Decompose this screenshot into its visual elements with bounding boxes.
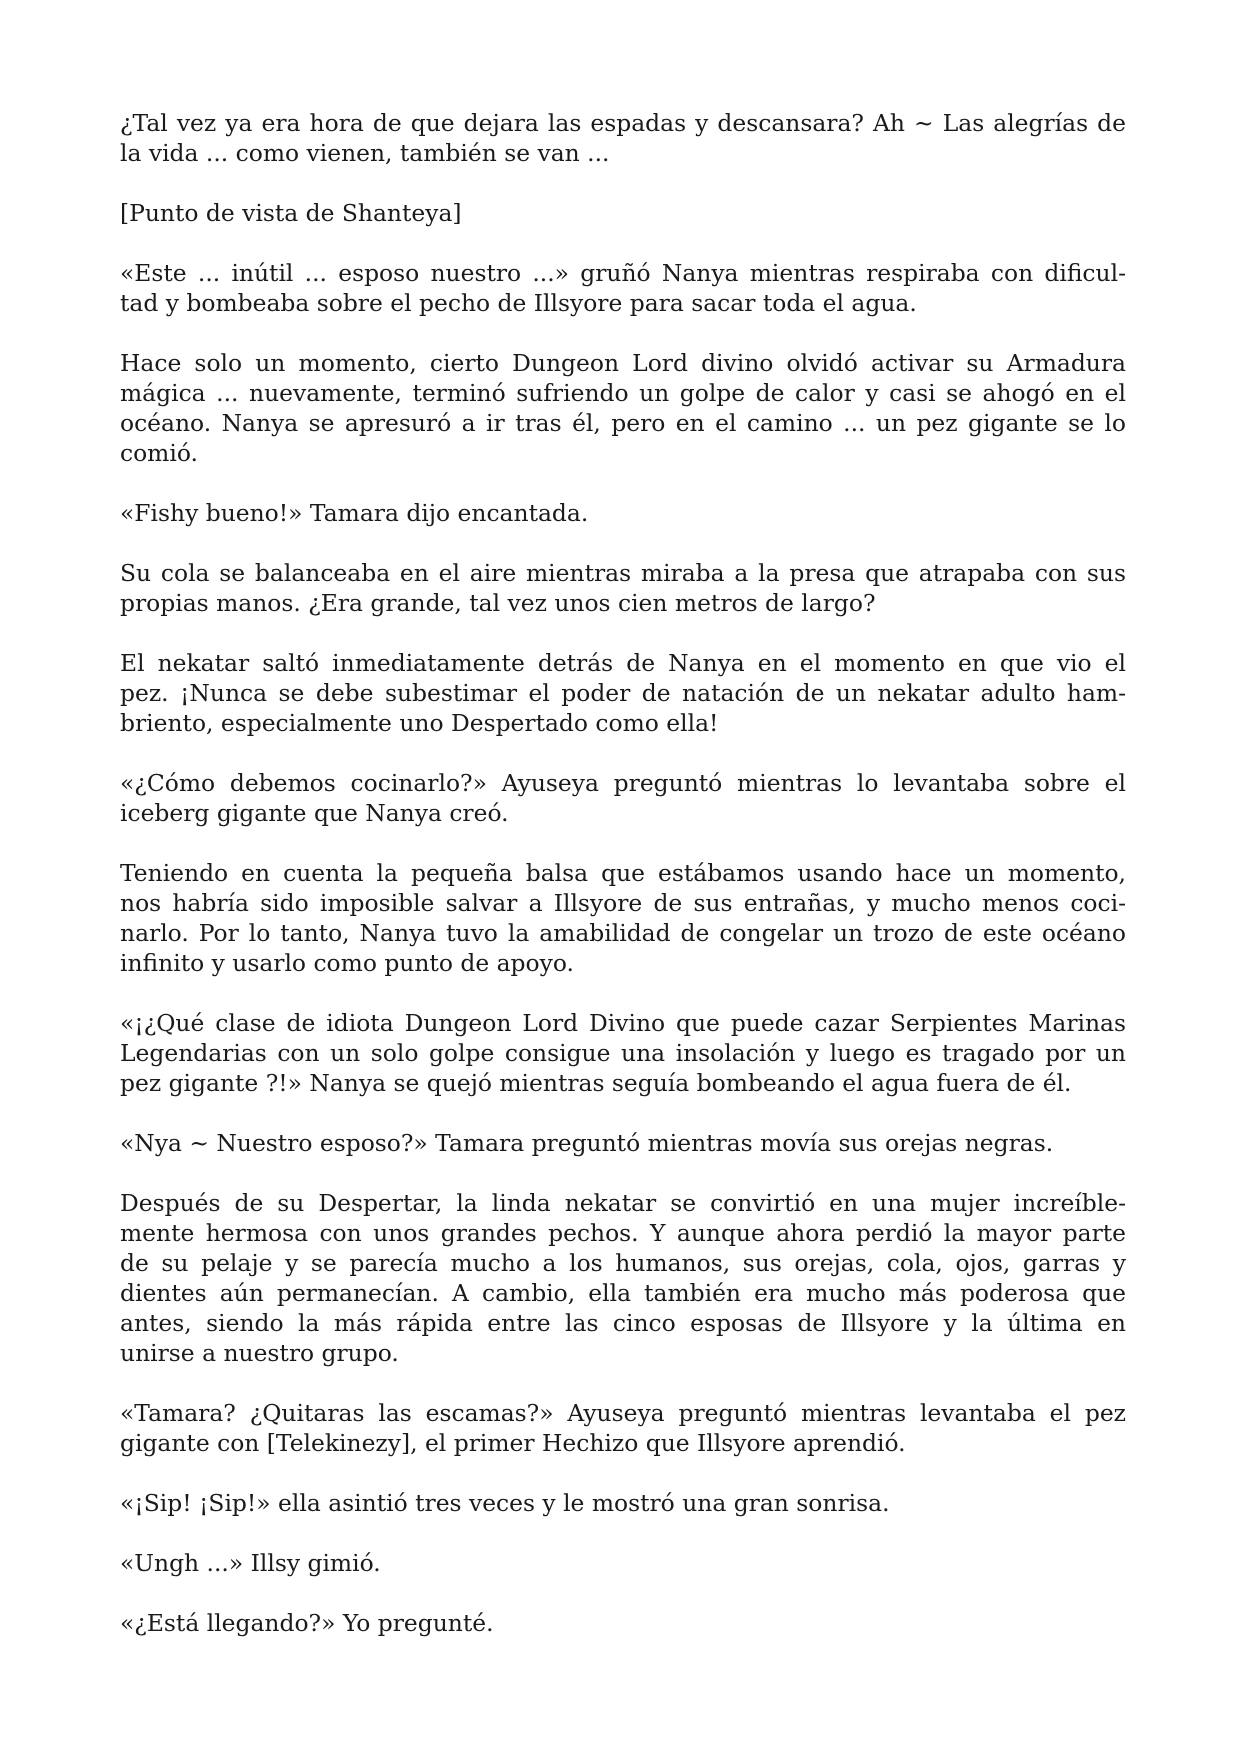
paragraph-6 xyxy=(120,558,1126,618)
text-line: gigante con [Telekinezy], el primer Hechizo que Illsyore aprendió. xyxy=(120,1429,906,1457)
text-line: nos habría sido imposible salvar a Illsyore de sus entrañas, y mucho menos coci- xyxy=(120,889,1126,917)
text-line: «Ungh ...» Illsy gimió. xyxy=(120,1549,381,1577)
text-line: mente hermosa con unos grandes pechos. Y aunque ahora perdió la mayor parte xyxy=(120,1219,1126,1247)
paragraph-15 xyxy=(120,1548,1126,1578)
text-line: «Este ... inútil ... esposo nuestro ...» gruñó Nanya mientras respiraba con dificul- xyxy=(120,259,1126,287)
text-line: Legendarias con un solo golpe consigue una insolación y luego es tragado por un xyxy=(120,1039,1126,1067)
text-line: pez. ¡Nunca se debe subestimar el poder de natación de un nekatar adulto ham- xyxy=(120,679,1126,707)
text-line: ¿Tal vez ya era hora de que dejara las espadas y descansara? Ah ~ Las alegrías de xyxy=(120,109,1126,137)
paragraph-14 xyxy=(120,1488,1126,1518)
paragraph-8 xyxy=(120,768,1126,828)
text-line: Su cola se balanceaba en el aire mientras miraba a la presa que atrapaba con sus xyxy=(120,559,1126,587)
text-line: «¿Cómo debemos cocinarlo?» Ayuseya preguntó mientras lo levantaba sobre el xyxy=(120,769,1126,797)
text-line: [Punto de vista de Shanteya] xyxy=(120,199,462,227)
text-line: pez gigante ?!» Nanya se quejó mientras seguía bombeando el agua fuera de él. xyxy=(120,1069,1072,1097)
paragraph-3 xyxy=(120,258,1126,318)
paragraph-4 xyxy=(120,348,1126,468)
text-line: «¿Está llegando?» Yo pregunté. xyxy=(120,1609,494,1637)
text-line: «Fishy bueno!» Tamara dijo encantada. xyxy=(120,499,589,527)
text-line: «¡¿Qué clase de idiota Dungeon Lord Divino que puede cazar Serpientes Marinas xyxy=(120,1009,1126,1037)
paragraph-9 xyxy=(120,858,1126,978)
paragraph-7 xyxy=(120,648,1126,738)
paragraph-10 xyxy=(120,1008,1126,1098)
text-line: Después de su Despertar, la linda nekatar se convirtió en una mujer increíble- xyxy=(120,1189,1126,1217)
paragraph-2 xyxy=(120,198,1126,228)
text-line: infinito y usarlo como punto de apoyo. xyxy=(120,949,574,977)
text-line: «Tamara? ¿Quitaras las escamas?» Ayuseya preguntó mientras levantaba el pez xyxy=(120,1399,1126,1427)
text-line: mágica ... nuevamente, terminó sufriendo un golpe de calor y casi se ahogó en el xyxy=(120,379,1126,407)
paragraph-12 xyxy=(120,1188,1126,1368)
text-line: unirse a nuestro grupo. xyxy=(120,1339,399,1367)
paragraph-11 xyxy=(120,1128,1126,1158)
text-line: de su pelaje y se parecía mucho a los humanos, sus orejas, cola, ojos, garras y xyxy=(120,1249,1126,1277)
text-line: «¡Sip! ¡Sip!» ella asintió tres veces y le mostró una gran sonrisa. xyxy=(120,1489,890,1517)
text-line: iceberg gigante que Nanya creó. xyxy=(120,799,509,827)
text-line: «Nya ~ Nuestro esposo?» Tamara preguntó mientras movía sus orejas negras. xyxy=(120,1129,1054,1157)
text-line: Teniendo en cuenta la pequeña balsa que estábamos usando hace un momento, xyxy=(120,859,1126,887)
text-line: briento, especialmente uno Despertado como ella! xyxy=(120,709,719,737)
text-line: propias manos. ¿Era grande, tal vez unos cien metros de largo? xyxy=(120,589,876,617)
page-body xyxy=(120,108,1126,1668)
paragraph-13 xyxy=(120,1398,1126,1458)
text-line: dientes aún permanecían. A cambio, ella también era mucho más poderosa que xyxy=(120,1279,1126,1307)
text-line: la vida ... como vienen, también se van ... xyxy=(120,139,610,167)
text-line: El nekatar saltó inmediatamente detrás de Nanya en el momento en que vio el xyxy=(120,649,1126,677)
text-line: Hace solo un momento, cierto Dungeon Lord divino olvidó activar su Armadura xyxy=(120,349,1126,377)
paragraph-5 xyxy=(120,498,1126,528)
text-line: antes, siendo la más rápida entre las cinco esposas de Illsyore y la última en xyxy=(120,1309,1126,1337)
text-line: tad y bombeaba sobre el pecho de Illsyore para sacar toda el agua. xyxy=(120,289,917,317)
text-line: narlo. Por lo tanto, Nanya tuvo la amabilidad de congelar un trozo de este océano xyxy=(120,919,1126,947)
text-line: comió. xyxy=(120,439,198,467)
text-line: océano. Nanya se apresuró a ir tras él, pero en el camino ... un pez gigante se lo xyxy=(120,409,1126,437)
paragraph-16 xyxy=(120,1608,1126,1638)
paragraph-1 xyxy=(120,108,1126,168)
